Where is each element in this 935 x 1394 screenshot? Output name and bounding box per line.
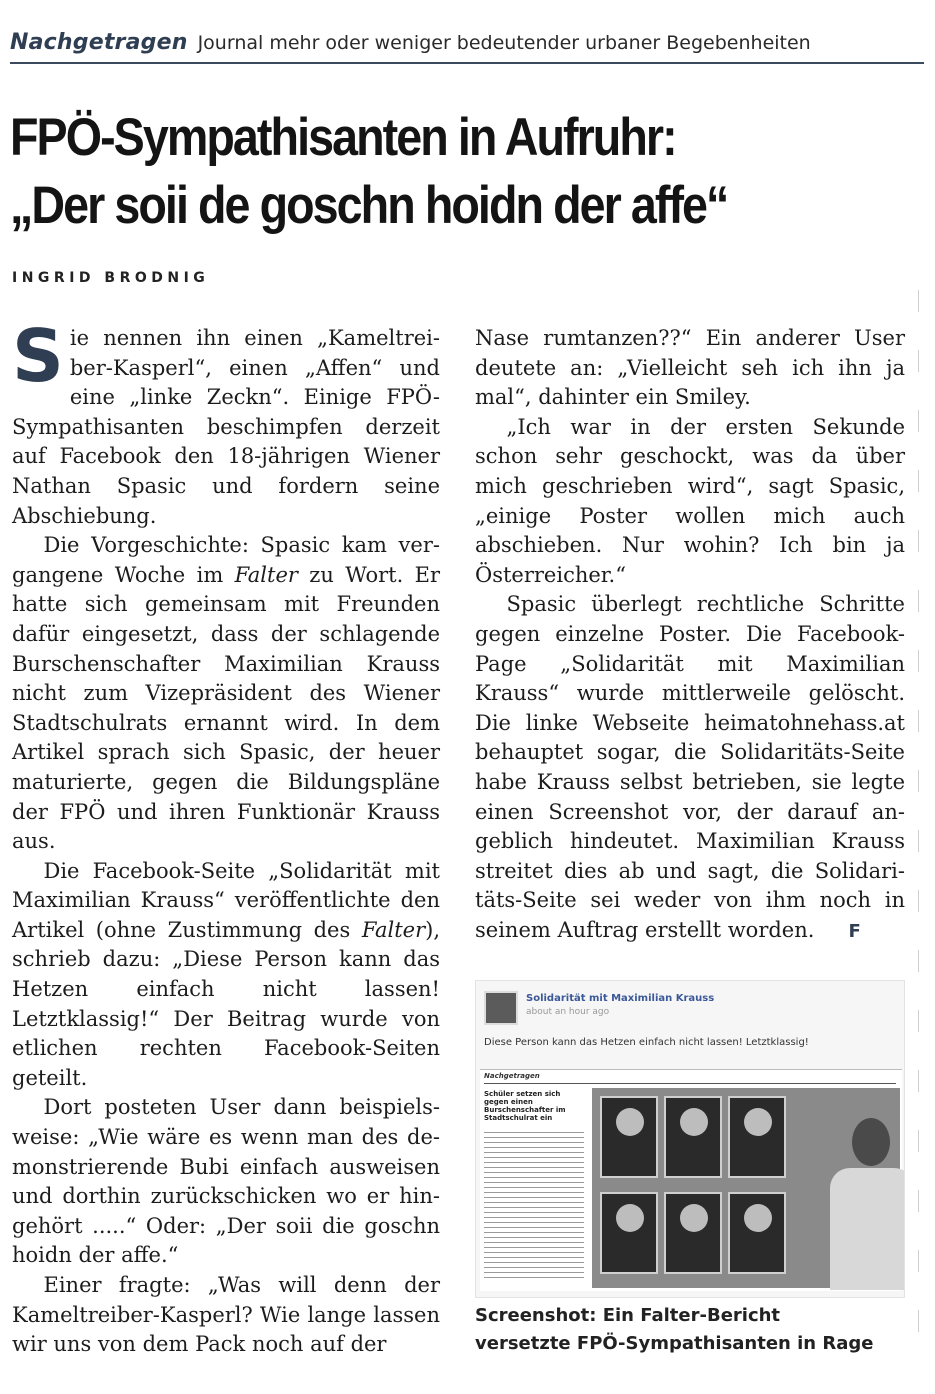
- poster: [664, 1096, 722, 1178]
- poster: [728, 1192, 786, 1274]
- headline-line-1: FPÖ-Sympathisanten in Aufruhr:: [10, 108, 676, 167]
- poster-face: [680, 1204, 708, 1232]
- poster: [728, 1096, 786, 1178]
- caption-line-1: Screenshot: Ein Falter-Bericht: [475, 1305, 781, 1326]
- caption-line-2: versetzte FPÖ-Sympathisanten in Rage: [475, 1333, 874, 1354]
- author-byline: INGRID BRODNIG: [12, 270, 210, 286]
- screenshot-caption: [475, 1302, 915, 1358]
- section-tagline: Journal mehr oder weniger bedeutender urbaner Begebenheiten: [197, 32, 811, 54]
- headline-line-2: „Der soii de goschn hoidn der affe“: [10, 176, 728, 235]
- person-head: [852, 1118, 890, 1166]
- section-name: Nachgetragen: [10, 30, 188, 55]
- paragraph-text: zu Wort. Er hatte sich gemeinsam mit Freunden dafür eingesetzt, dass der schlagende Burschenschafter Maximilian Krauss nicht zum Vizepräsident des Wiener Stadtschulrats ernannt wird. In dem Artikel sprach sich Spasic, der heuer maturierte, gegen die Bildungspläne der FPÖ und ihren Funktionär Krauss aus.: [12, 562, 440, 854]
- clip-photo: [592, 1088, 900, 1288]
- poster-face: [616, 1108, 644, 1136]
- paragraph: [12, 531, 440, 857]
- paragraph-text: Die Facebook-Seite „Solidarität mit Maximilian Krauss“ veröffentlichte den Artikel (ohne Zustimmung des: [12, 858, 440, 942]
- clip-headline: Schüler setzen sich gegen einen Burschenschafter im Stadtschulrat ein: [484, 1090, 566, 1122]
- paragraph: Einer fragte: „Was will denn der Kameltreiber-Kasperl? Wie lange lassen wir uns von dem Pack noch auf der: [12, 1273, 440, 1357]
- paragraph-text: Die Vorgeschichte: Spasic kam vergangene Woche im: [12, 533, 440, 587]
- fb-timestamp: about an hour ago: [526, 1007, 610, 1017]
- paragraph-text: ie nennen ihn einen „Kameltreiber-Kasperl“, einen „Affen“ und eine „linke Zeckn“. Einige FPÖ-Sympathisanten beschimpfen derzeit auf Facebook den 18-jährigen Wiener Nathan Spasic und fordern seine Abschiebung.: [12, 326, 440, 528]
- poster-face: [680, 1108, 708, 1136]
- poster-face: [616, 1204, 644, 1232]
- paragraph: Dort posteten User dann beispielsweise: „Wie wäre es wenn man des demonstrierende Bubi einfach ausweisen und dorthin zurückschicken wo er hingehört .....“ Oder: „Der soii die goschn hoidn der affe.“: [12, 1095, 440, 1268]
- page-edge-marks: [918, 290, 919, 1370]
- paragraph: [12, 857, 440, 1094]
- paragraph: [12, 314, 440, 531]
- article-column-2: [475, 324, 905, 946]
- article-column-1: [12, 314, 440, 1360]
- poster: [664, 1192, 722, 1274]
- fb-page-name: Solidarität mit Maximilian Krauss: [526, 993, 715, 1004]
- clip-body-text: [484, 1132, 584, 1282]
- poster: [600, 1192, 658, 1274]
- person-body: [830, 1168, 905, 1290]
- article-clipping: [480, 1069, 902, 1291]
- clip-section-name: Nachgetragen: [484, 1072, 540, 1080]
- paragraph: Nase rumtanzen??“ Ein anderer User deutete an: „Vielleicht seh ich ihn ja mal“, dahinter ein Smiley.: [475, 326, 905, 410]
- end-mark-icon: F: [848, 920, 861, 942]
- fb-post-text: Diese Person kann das Hetzen einfach nicht lassen! Letztklassig!: [484, 1037, 809, 1048]
- facebook-screenshot: [475, 980, 905, 1298]
- person-photo: [824, 1118, 905, 1290]
- page-avatar: [484, 991, 518, 1025]
- poster-face: [744, 1204, 772, 1232]
- section-header: [10, 30, 924, 64]
- clip-rule: [484, 1083, 896, 1084]
- headline: [10, 104, 811, 240]
- paragraph-text: ), schrieb dazu: „Diese Person kann das Hetzen einfach nicht lassen! Letztklassig!“ Der Beitrag wurde von etlichen rechten Facebook-Seiten geteilt.: [12, 917, 440, 1090]
- publication-name: Falter: [234, 562, 298, 587]
- paragraph: „Ich war in der ersten Sekunde schon sehr geschockt, was da über mich geschrieben wird“, sagt Spasic, „einige Poster wollen mich auch abschieben. Nur wohin? Ich bin ja Österreicher.“: [475, 414, 905, 587]
- paragraph: [475, 590, 905, 946]
- publication-name: Falter: [361, 917, 426, 942]
- poster: [600, 1096, 658, 1178]
- poster-face: [744, 1108, 772, 1136]
- drop-cap: S: [12, 314, 64, 398]
- paragraph-text: Spasic überlegt rechtliche Schritte gegen einzelne Poster. Die Facebook-Page „Solidarität mit Maximilian Krauss“ wurde mittlerweile gelöscht. Die linke Webseite heimatohnehass.at behauptet sogar, die Solidaritäts-Seite habe Krauss selbst betrieben, sie legte einen Screenshot vor, der darauf angeblich hindeutet. Maximilian Krauss streitet dies ab und sagt, die Solidaritäts-Seite sei weder von ihm noch in seinem Auftrag erstellt worden.: [475, 592, 905, 942]
